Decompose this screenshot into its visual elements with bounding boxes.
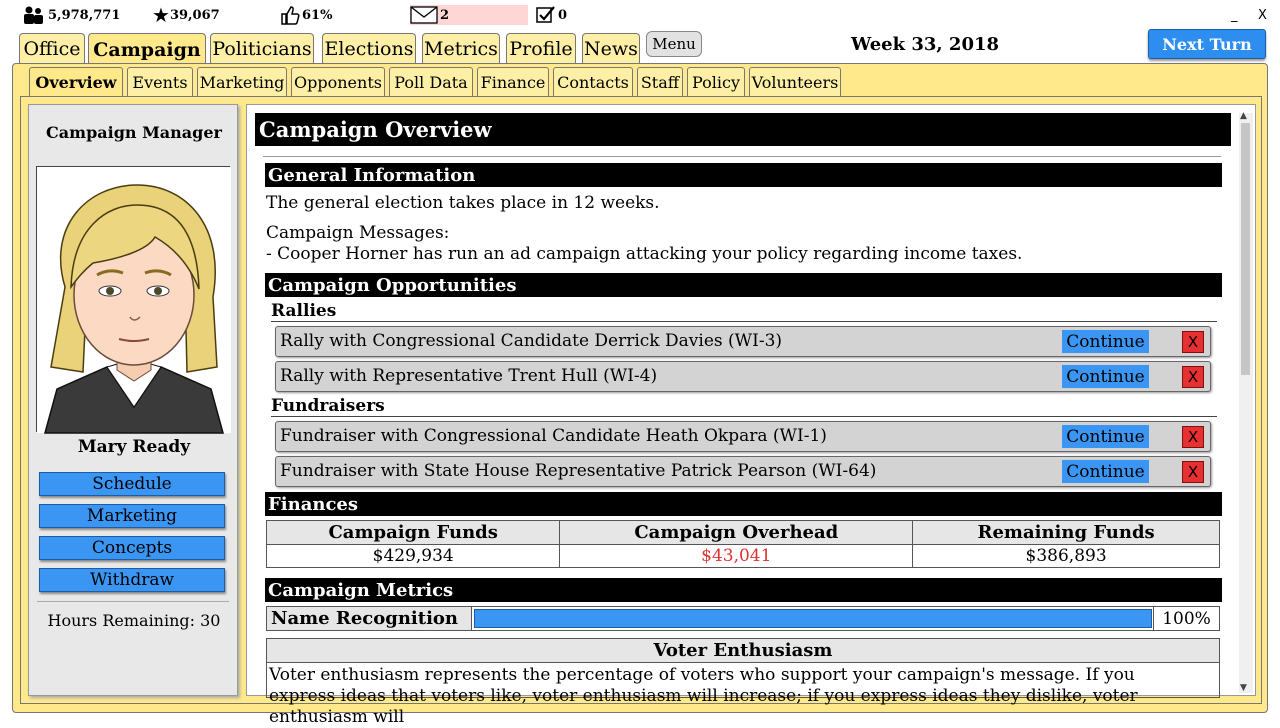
dismiss-button[interactable]: X [1182,461,1204,483]
name-recognition-label: Name Recognition [267,607,472,630]
election-text: The general election takes place in 12 weeks. [266,193,660,213]
marketing-button[interactable]: Marketing [39,504,225,528]
voter-enthusiasm-text: Voter enthusiasm represents the percentage of voters who support your campaign's message. If you express ideas that voters like, voter enthusiasm will increase; if you express ideas they dislike, voter enthusiasm will [269,665,1138,727]
section-campaign-metrics: Campaign Metrics [265,578,1222,602]
concepts-button[interactable]: Concepts [39,536,225,560]
continue-button[interactable]: Continue [1062,460,1149,483]
scrollbar-thumb[interactable] [1241,123,1250,375]
mail-count: 2 [440,7,450,23]
subtab-finance[interactable]: Finance [477,67,549,96]
close-button[interactable]: X [1258,8,1267,23]
messages-label: Campaign Messages: [266,223,450,243]
subtab-contacts[interactable]: Contacts [553,67,633,96]
subtab-opponents[interactable]: Opponents [291,67,385,96]
subtab-volunteers[interactable]: Volunteers [749,67,841,96]
next-turn-button[interactable]: Next Turn [1148,29,1266,59]
continue-button[interactable]: Continue [1062,425,1149,448]
name-recognition-bar [474,609,1152,628]
hours-remaining: Hours Remaining: 30 [47,611,221,630]
campaign-message: - Cooper Horner has run an ad campaign attacking your policy regarding income taxes. [266,244,1023,264]
opportunity-label: Fundraiser with Congressional Candidate Heath Okpara (WI-1) [280,426,827,446]
continue-button[interactable]: Continue [1062,330,1149,353]
dismiss-button[interactable]: X [1182,331,1204,353]
title-divider [263,156,1221,157]
tasks-stat[interactable] [536,5,567,25]
thumbs-up-icon [280,5,300,25]
vertical-scrollbar[interactable] [1239,113,1253,693]
checkbox-icon [536,6,556,24]
scroll-down-icon[interactable]: ▼ [1240,683,1247,693]
rallies-divider [271,321,1217,322]
dismiss-button[interactable]: X [1182,426,1204,448]
tasks-count: 0 [558,7,568,23]
opportunity-label: Fundraiser with State House Representative Patrick Pearson (WI-64) [280,461,877,481]
people-icon [22,6,46,24]
population-stat [22,5,120,25]
column-header: Campaign Overhead [560,521,913,545]
list-item [275,326,1211,357]
campaign-manager-panel [28,104,238,696]
tab-profile[interactable]: Profile [506,33,576,63]
table-header-row [267,521,1220,545]
list-item [275,456,1211,487]
column-header: Remaining Funds [913,521,1220,545]
finances-table [266,520,1220,568]
manager-name: Mary Ready [77,437,191,457]
section-general-information: General Information [265,163,1222,187]
tab-campaign[interactable]: Campaign [88,33,206,65]
section-campaign-opportunities: Campaign Opportunities [265,273,1222,297]
stars-value: 39,067 [169,7,220,23]
tab-elections[interactable]: Elections [322,33,416,63]
campaign-overhead-value: $43,041 [560,545,913,568]
subtab-policy[interactable]: Policy [687,67,745,96]
continue-button[interactable]: Continue [1062,365,1149,388]
list-item [275,421,1211,452]
withdraw-button[interactable]: Withdraw [39,568,225,592]
remaining-funds-value: $386,893 [913,545,1220,568]
name-recognition-row [266,606,1220,631]
table-row [267,545,1220,568]
status-bar [0,0,1280,30]
scroll-up-icon[interactable]: ▲ [1240,111,1247,121]
fundraisers-label: Fundraisers [271,396,385,416]
voter-enthusiasm-heading: Voter Enthusiasm [267,639,1219,663]
subtab-poll-data[interactable]: Poll Data [389,67,473,96]
approval-value: 61% [302,7,333,23]
star-icon: ★ [152,3,170,27]
rallies-label: Rallies [271,301,337,321]
dismiss-button[interactable]: X [1182,366,1204,388]
stars-stat [152,5,220,25]
page-title: Campaign Overview [255,113,1231,146]
schedule-button[interactable]: Schedule [39,472,225,496]
manager-portrait [36,166,230,432]
week-label: Week 33, 2018 [850,34,1000,55]
mail-stat[interactable] [410,5,528,25]
sidebar-title: Campaign Manager [46,123,222,142]
tab-office[interactable]: Office [19,33,85,63]
voter-enthusiasm-box [266,638,1220,727]
mail-icon [410,6,438,24]
subtab-marketing[interactable]: Marketing [197,67,287,96]
approval-stat [280,5,332,25]
opportunity-label: Rally with Representative Trent Hull (WI-4) [280,366,658,386]
tab-news[interactable]: News [582,33,640,63]
overview-content [246,104,1256,727]
minimize-button[interactable]: _ [1231,8,1238,23]
section-finances: Finances [265,492,1222,516]
column-header: Campaign Funds [267,521,560,545]
subtab-events[interactable]: Events [127,67,193,96]
opportunity-label: Rally with Congressional Candidate Derrick Davies (WI-3) [280,331,783,351]
menu-button[interactable]: Menu [646,31,702,57]
population-value: 5,978,771 [48,7,121,23]
campaign-funds-value: $429,934 [267,545,560,568]
subtab-overview[interactable]: Overview [29,67,123,96]
tab-metrics[interactable]: Metrics [422,33,500,63]
fundraisers-divider [271,416,1217,417]
name-recognition-value: 100% [1153,607,1219,630]
sidebar-divider [37,601,229,602]
tab-politicians[interactable]: Politicians [210,33,314,63]
list-item [275,361,1211,392]
portrait-image [37,167,231,433]
subtab-staff[interactable]: Staff [637,67,683,96]
